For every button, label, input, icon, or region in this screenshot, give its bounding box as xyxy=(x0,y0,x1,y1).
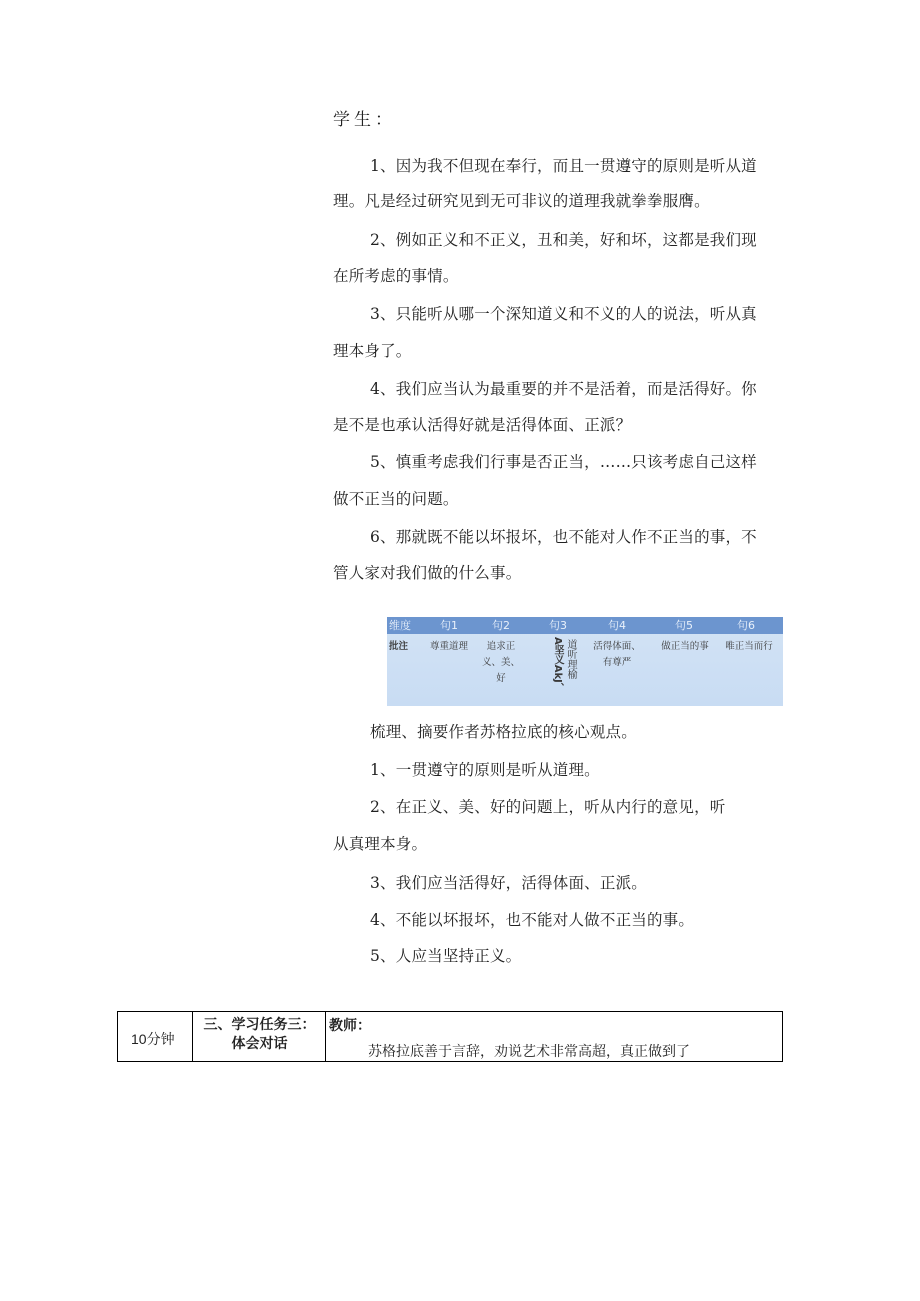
student-line-6: 理本身了。 xyxy=(333,342,412,360)
task-cell xyxy=(193,1012,326,1061)
student-line-9: 5、慎重考虑我们行事是否正当，……只该考虑自己这样 xyxy=(370,453,757,471)
annotation-cell-2: 追求正义、美、好 xyxy=(481,641,520,684)
annotation-cell-5: 做正当的事 xyxy=(661,641,709,652)
header-sentence-6: 句6 xyxy=(737,619,755,632)
student-line-11: 6、那就既不能以坏报坏，也不能对人作不正当的事，不 xyxy=(370,528,757,546)
summary-line-2: 2、在正义、美、好的问题上，听从内行的意见，听 xyxy=(370,798,726,816)
student-line-5: 3、只能听从哪一个深知道义和不义的人的说法，听从真 xyxy=(370,305,757,323)
header-sentence-1: 句1 xyxy=(440,619,458,632)
teacher-label: 教师： xyxy=(329,1017,371,1033)
task-title xyxy=(197,1015,322,1053)
annotation-table-header xyxy=(387,617,783,634)
annotation-cell-4: 活得体面、有尊严 xyxy=(593,641,641,668)
student-line-1: 1、因为我不但现在奉行，而且一贯遵守的原则是听从道 xyxy=(370,157,757,175)
summary-line-1: 1、一贯遵守的原则是听从道理。 xyxy=(370,761,600,779)
student-line-3: 2、例如正义和不正义，丑和美，好和坏，这都是我们现 xyxy=(370,231,757,249)
student-line-10: 做不正当的问题。 xyxy=(333,490,459,508)
summary-line-4: 4、不能以坏报坏，也不能对人做不正当的事。 xyxy=(370,911,695,929)
header-dimension: 维度 xyxy=(389,619,411,632)
header-sentence-5: 句5 xyxy=(675,619,693,632)
header-sentence-3: 句3 xyxy=(549,619,567,632)
summary-line-3: 3、我们应当活得好，活得体面、正派。 xyxy=(370,874,647,892)
annotation-cell-1: 尊重道理 xyxy=(429,641,468,652)
summary-line-5: 5、人应当坚持正义。 xyxy=(370,947,522,965)
summary-intro: 梳理、摘要作者苏格拉底的核心观点。 xyxy=(370,723,637,741)
time-value: 10分钟 xyxy=(131,1031,175,1047)
annotation-cell-3-vertical: A坚义AkJ、 xyxy=(552,637,563,693)
lesson-plan-table xyxy=(117,1011,783,1062)
header-sentence-2: 句2 xyxy=(492,619,510,632)
student-heading: 学生： xyxy=(333,110,396,130)
student-line-7: 4、我们应当认为最重要的并不是活着，而是活得好。你 xyxy=(370,380,757,398)
annotation-cell-6: 唯正当而行 xyxy=(725,641,773,652)
teacher-text: 苏格拉底善于言辞，劝说艺术非常高超，真正做到了 xyxy=(368,1044,690,1060)
annotation-table xyxy=(387,617,783,706)
row-label-annotation: 批注 xyxy=(389,641,409,652)
header-sentence-4: 句4 xyxy=(608,619,626,632)
student-line-8: 是不是也承认活得好就是活得体面、正派？ xyxy=(333,416,632,434)
task-title-line-1: 三、学习任务三： xyxy=(203,1016,316,1032)
student-line-2: 理。凡是经过研究见到无可非议的道理我就拳拳服膺。 xyxy=(333,192,710,210)
summary-line-2-cont: 从真理本身。 xyxy=(333,835,428,853)
task-title-line-2: 体会对话 xyxy=(231,1035,288,1051)
content-cell xyxy=(326,1012,782,1061)
student-line-4: 在所考虑的事情。 xyxy=(333,267,459,285)
annotation-cell-3: 道听理榆 xyxy=(565,639,576,679)
student-line-12: 管人家对我们做的什么事。 xyxy=(333,564,522,582)
time-cell xyxy=(118,1012,193,1061)
